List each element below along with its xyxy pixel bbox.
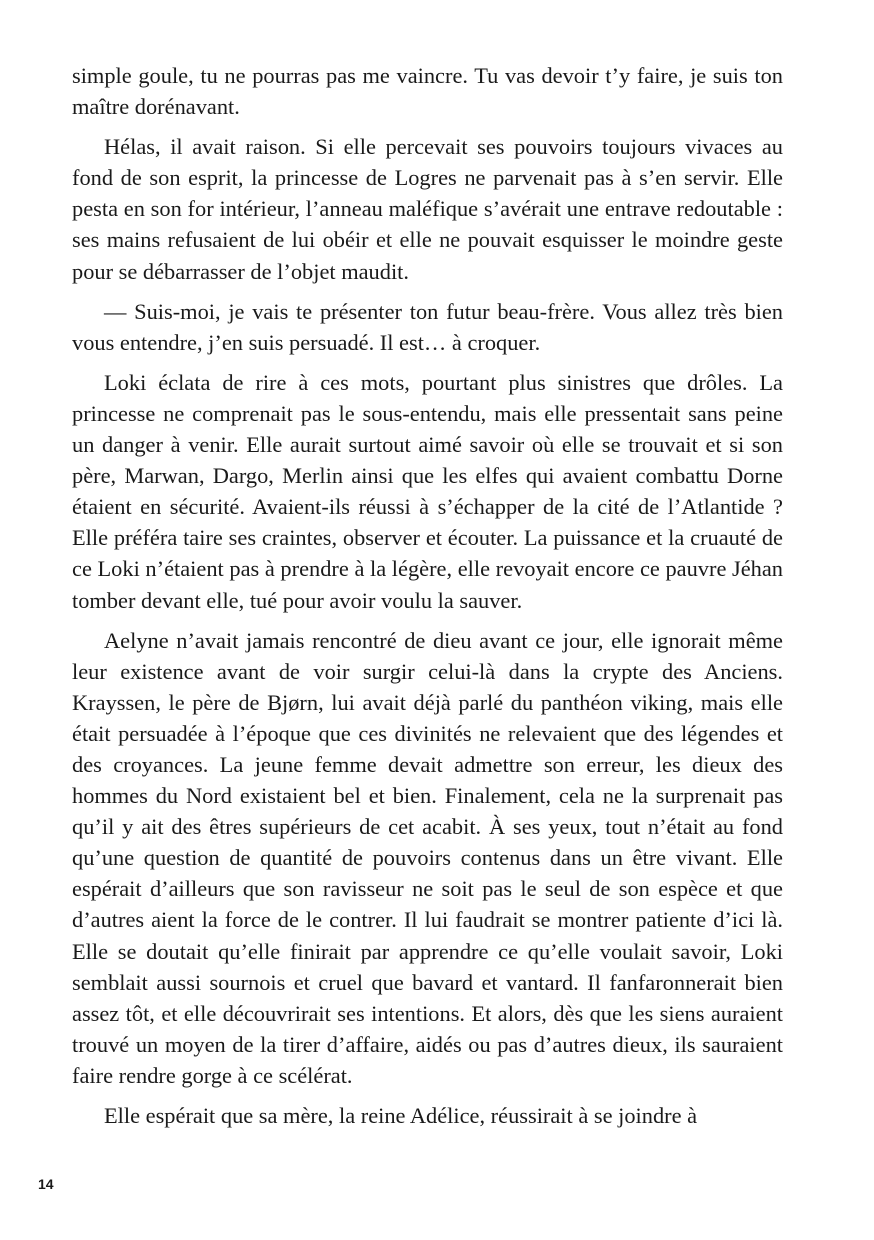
paragraph: Hélas, il avait raison. Si elle percevait ses pouvoirs toujours vivaces au fond de son esprit, la princesse de Logres ne parvenait pas à s’en servir. Elle pesta en son for intérieur, l’anneau maléfique s’avérait une entrave redoutable : ses mains refusaient de lui obéir et elle ne pouvait esquisser le moindre geste pour se débarrasser de l’objet maudit. — [72, 134, 783, 284]
paragraph: Elle espérait que sa mère, la reine Adélice, réussirait à se joindre à — [104, 1103, 698, 1128]
body-text — [72, 60, 783, 1140]
paragraph: simple goule, tu ne pourras pas me vaincre. Tu vas devoir t’y faire, je suis ton maître dorénavant. — [72, 63, 783, 120]
dialogue-paragraph: — Suis-moi, je vais te présenter ton futur beau-frère. Vous allez très bien vous entendre, j’en suis persuadé. Il est… à croquer. — [72, 298, 783, 355]
paragraph: Loki éclata de rire à ces mots, pourtant plus sinistres que drôles. La princesse ne comprenait pas le sous-entendu, mais elle pressentait sans peine un danger à venir. Elle aurait surtout aimé savoir où elle se trouvait et si son père, Marwan, Dargo, Merlin ainsi que les elfes qui avaient combattu Dorne étaient en sécurité. Avaient-ils réussi à s’échapper de la cité de l’Atlantide ? Elle préféra taire ses craintes, observer et écouter. La puissance et la cruauté de ce Loki n’étaient pas à prendre à la légère, elle revoyait encore ce pauvre Jéhan tomber devant elle, tué pour avoir voulu la sauver. — [72, 369, 783, 613]
paragraph: Aelyne n’avait jamais rencontré de dieu avant ce jour, elle ignorait même leur existence avant de voir surgir celui-là dans la crypte des Anciens. Krayssen, le père de Bjørn, lui avait déjà parlé du panthéon viking, mais elle était persuadée à l’époque que ces divinités ne relevaient que des légendes et des croyances. La jeune femme devait admettre son erreur, les dieux des hommes du Nord existaient bel et bien. Finalement, cela ne la surprenait pas qu’il y ait des êtres supérieurs de cet acabit. À ses yeux, tout n’était au fond qu’une question de quantité de pouvoirs contenus dans un être vivant. Elle espérait d’ailleurs que son ravisseur ne soit pas le seul de son espèce et que d’autres aient la force de le contrer. Il lui faudrait se montrer patiente d’ici là. Elle se doutait qu’elle finirait par apprendre ce qu’elle voulait savoir, Loki semblait aussi sournois et cruel que bavard et vantard. Il fanfaronnerait bien assez tôt, et elle découvrirait ses intentions. Et alors, dès que les siens auraient trouvé un moyen de la tirer d’affaire, aidés ou pas d’autres dieux, ils sauraient faire rendre gorge à ce scélérat. — [72, 627, 783, 1088]
page-number: 14 — [38, 1176, 54, 1192]
